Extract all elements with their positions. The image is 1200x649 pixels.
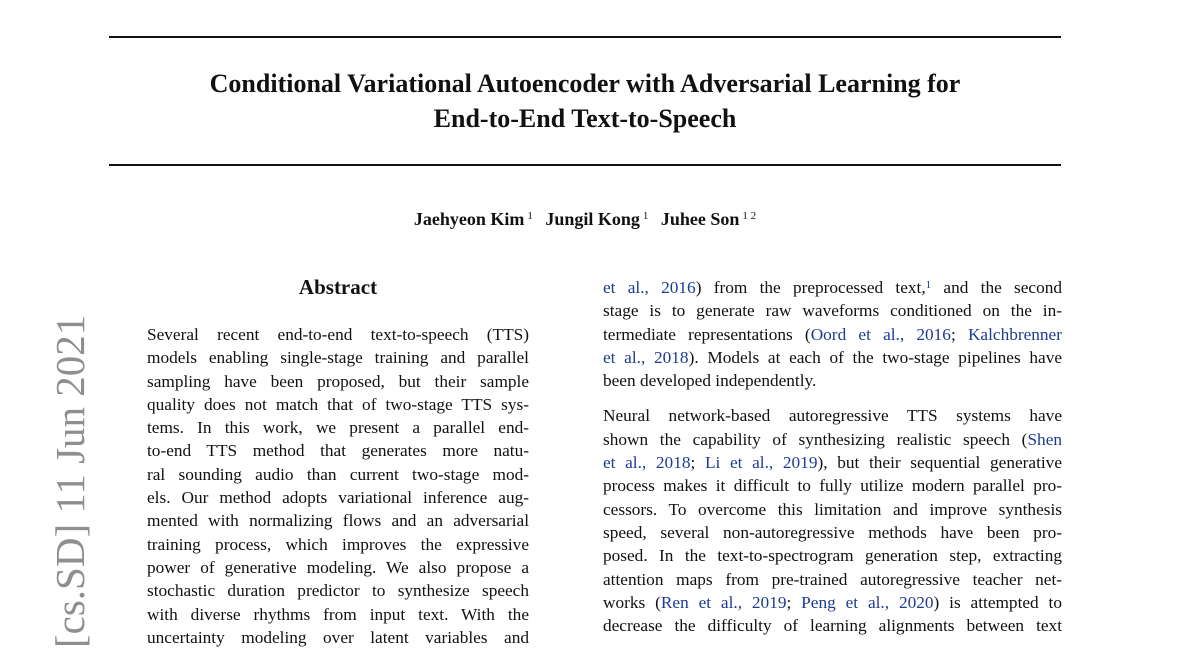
abstract-body (147, 323, 529, 649)
text-run: ) is attempted to (933, 592, 1062, 612)
citation-link[interactable]: Oord et al., 2016 (810, 324, 951, 344)
text-run: ). Models at each of the two-stage pipelines have (688, 347, 1062, 367)
intro-line (603, 591, 1062, 614)
title-line-2: End-to-End Text-to-Speech (433, 104, 737, 133)
citation-link[interactable]: et al., 2016 (603, 278, 696, 297)
abstract-line: Several recent end-to-end text-to-speech (TTS) (147, 325, 529, 344)
text-run: ; (786, 592, 802, 612)
intro-line: attention maps from pre-trained autoregressive teacher net- (603, 569, 1062, 589)
intro-line: process makes it difficult to fully utilize modern parallel pro- (603, 476, 1062, 496)
abstract-line: quality does not match that of two-stage TTS sys- (147, 394, 529, 414)
text-run: shown the capability of synthesizing realistic speech ( (603, 429, 1028, 449)
abstract-line: uncertainty modeling over latent variables and (147, 627, 529, 647)
citation-link[interactable]: Shen (1027, 429, 1062, 449)
author-name: Jungil Kong (545, 209, 640, 229)
author-name: Jaehyeon Kim (413, 209, 525, 229)
author-affiliation: 1 2 (742, 210, 757, 222)
abstract-line: training process, which improves the expressive (147, 534, 529, 554)
intro-line (603, 346, 1062, 369)
paper-title (109, 66, 1061, 136)
abstract-line: power of generative modeling. We also propose a (147, 557, 529, 577)
abstract-line: sampling have been proposed, but their sample (147, 371, 529, 391)
footnote-marker[interactable]: 1 (925, 279, 932, 291)
intro-line: speed, several non-autoregressive methods have been pro- (603, 522, 1062, 542)
intro-line: decrease the difficulty of learning alignments between text (603, 616, 1062, 636)
citation-link[interactable]: Li et al., 2019 (704, 453, 818, 473)
abstract-line: mented with normalizing flows and an adversarial (147, 511, 529, 531)
abstract-line: els. Our method adopts variational inference aug- (147, 488, 529, 508)
introduction-column (603, 276, 1062, 637)
intro-line (603, 428, 1062, 451)
title-top-rule (109, 36, 1061, 38)
author (661, 209, 756, 229)
text-run: and the second (931, 278, 1063, 297)
text-run: works ( (603, 592, 661, 612)
intro-paragraph-1 (603, 276, 1062, 392)
intro-line (603, 451, 1062, 474)
intro-line (603, 323, 1062, 346)
intro-line: cessors. To overcome this limitation and improve synthesis (603, 499, 1062, 519)
author (414, 209, 533, 229)
text-run: ) from the preprocessed text, (695, 278, 926, 297)
author (545, 209, 648, 229)
author-affiliation: 1 (642, 210, 649, 222)
text-run: ), but their sequential generative (817, 453, 1062, 473)
citation-link[interactable]: Kalchbrenner (967, 324, 1062, 344)
text-run: ; (950, 324, 968, 344)
abstract-line: stochastic duration predictor to synthesize speech (147, 581, 529, 601)
intro-line: Neural network-based autoregressive TTS systems have (603, 406, 1062, 426)
abstract-line: models enabling single-stage training and parallel (147, 348, 529, 368)
abstract-heading: Abstract (298, 275, 378, 299)
title-bottom-rule (109, 164, 1061, 166)
author-list (109, 207, 1061, 231)
intro-line: stage is to generate raw waveforms conditioned on the in- (603, 301, 1062, 321)
arxiv-side-stamp: [cs.SD] 11 Jun 2021 (47, 314, 93, 648)
citation-link[interactable]: et al., 2018 (603, 347, 689, 367)
text-run: termediate representations ( (603, 324, 811, 344)
intro-line: posed. In the text-to-spectrogram generation step, extracting (603, 546, 1062, 566)
abstract-line: ral sounding audio than current two-stage mod- (147, 464, 529, 484)
intro-line: been developed independently. (603, 371, 817, 391)
author-affiliation: 1 (527, 210, 533, 222)
intro-paragraph-2 (603, 404, 1062, 637)
citation-link[interactable]: Ren et al., 2019 (660, 592, 787, 612)
title-line-1: Conditional Variational Autoencoder with Adversarial Learning for (209, 69, 961, 98)
abstract-line: to-end TTS method that generates more natu- (147, 441, 529, 461)
author-name: Juhee Son (660, 209, 740, 229)
text-run: ; (690, 453, 705, 473)
citation-link[interactable]: et al., 2018 (603, 453, 691, 473)
abstract-line: tems. In this work, we present a parallel end- (147, 418, 529, 438)
abstract-line: with diverse rhythms from input text. With the (147, 604, 529, 624)
intro-line (603, 276, 1062, 299)
citation-link[interactable]: Peng et al., 2020 (801, 592, 934, 612)
